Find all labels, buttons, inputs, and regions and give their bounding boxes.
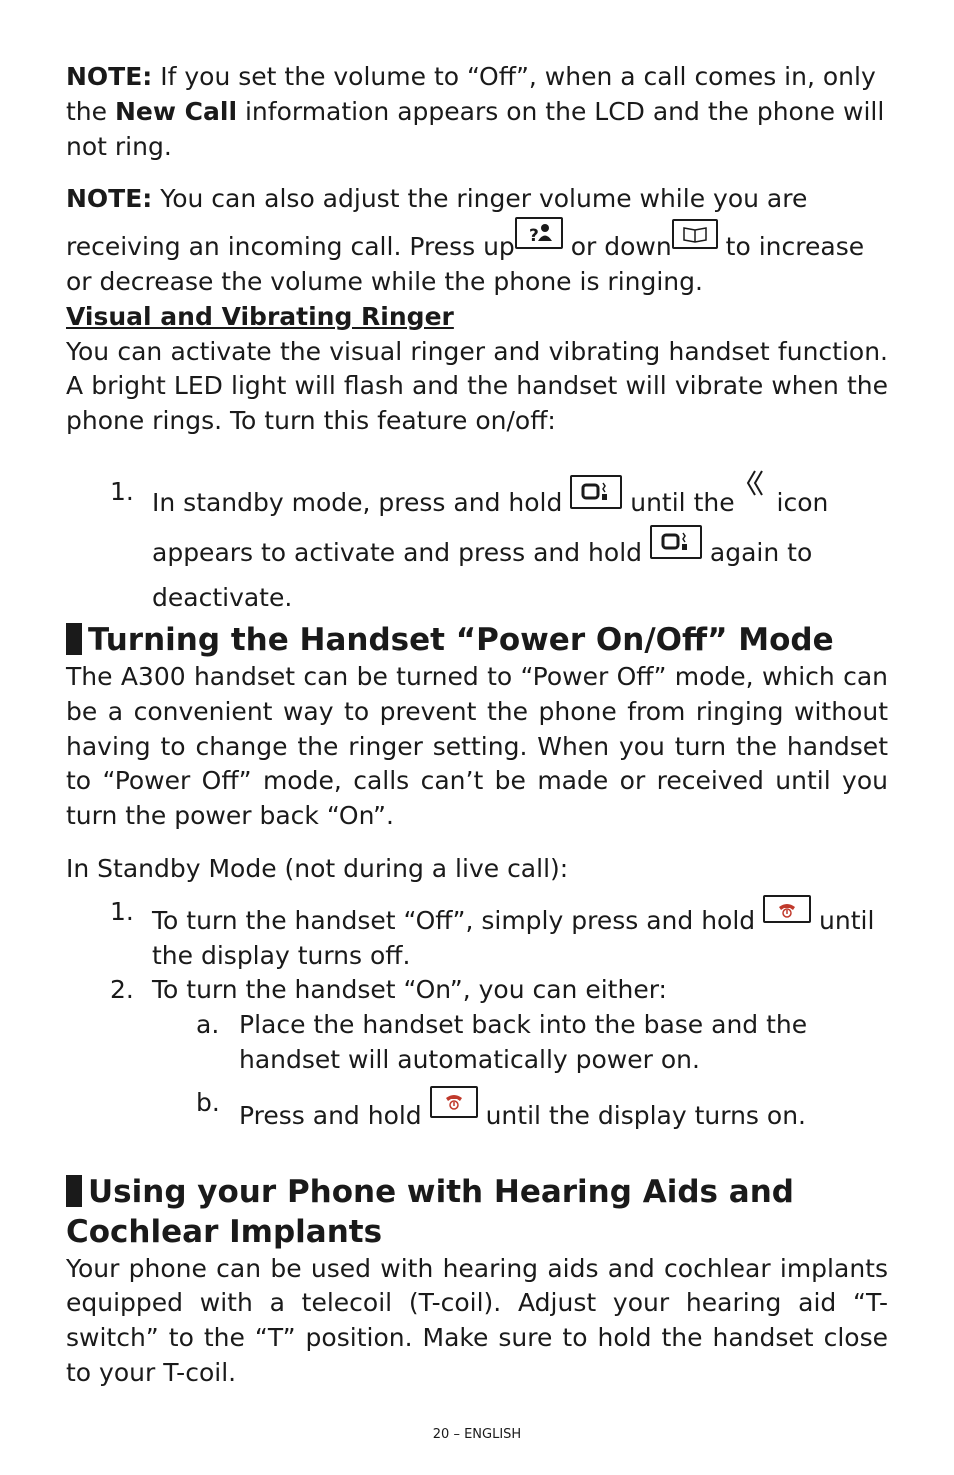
visual-ringer-key-icon: [570, 475, 622, 509]
visual-ringer-body: You can activate the visual ringer and vibrating handset function. A bright LED light will flash and the handset will vibrate when the phone rings. To turn this feature on/off:: [66, 336, 888, 436]
end-call-key-icon: [430, 1086, 478, 1118]
list-item: 1. In standby mode, press and hold until the icon appears to activate and press and hold again to deactivate.: [66, 469, 888, 620]
manual-page: [66, 60, 888, 1391]
hearing-heading: Using your Phone with Hearing Aids and Cochlear Implants: [66, 1173, 794, 1250]
visual-ringer-key-icon: [650, 525, 702, 559]
hearing-body: Your phone can be used with hearing aids and cochlear implants equipped with a telecoil (T-coil). Adjust your hearing aid “T-switch” to the “T” position. Make sure to hold the handset close to your T-coil.: [66, 1253, 888, 1387]
end-call-key-icon: [763, 895, 811, 923]
phonebook-up-key-icon: [515, 217, 563, 249]
list-item: a. Place the handset back into the base and the handset will automatically power on.: [196, 1010, 808, 1074]
list-item: 2. To turn the handset “On”, you can either:: [110, 975, 667, 1005]
standby-intro: In Standby Mode (not during a live call):: [66, 853, 569, 883]
vibrate-icon: [743, 469, 769, 509]
list-item: 1. To turn the handset “Off”, simply press and hold until the display turns off.: [110, 896, 875, 970]
list-item: b. Press and hold until the display turns on.: [196, 1087, 806, 1130]
section-bar-icon: [66, 1175, 82, 1207]
section-bar-icon: [66, 623, 82, 655]
note-volume-off: NOTE: If you set the volume to “Off”, when a call comes in, only the New Call information appears on the LCD and the phone will not ring.: [66, 62, 885, 161]
page-footer: 20 – ENGLISH: [432, 1427, 522, 1442]
note-ringer-adjust: NOTE: You can also adjust the ringer volume while you are receiving an incoming call. Press up ? or down to increase or decrease the volume while the phone is ringing.: [66, 184, 865, 296]
power-body: The A300 handset can be turned to “Power Off” mode, which can be a convenient way to prevent the phone from ringing without having to change the ringer setting. When you turn the handset to “Power Off” mode, calls can’t be made or received until you turn the power back “On”.: [66, 661, 888, 831]
power-heading: Turning the Handset “Power On/Off” Mode: [66, 620, 888, 660]
visual-ringer-heading: Visual and Vibrating Ringer: [66, 301, 454, 331]
svg-text:?: ?: [528, 226, 539, 247]
book-down-key-icon: [672, 219, 718, 249]
